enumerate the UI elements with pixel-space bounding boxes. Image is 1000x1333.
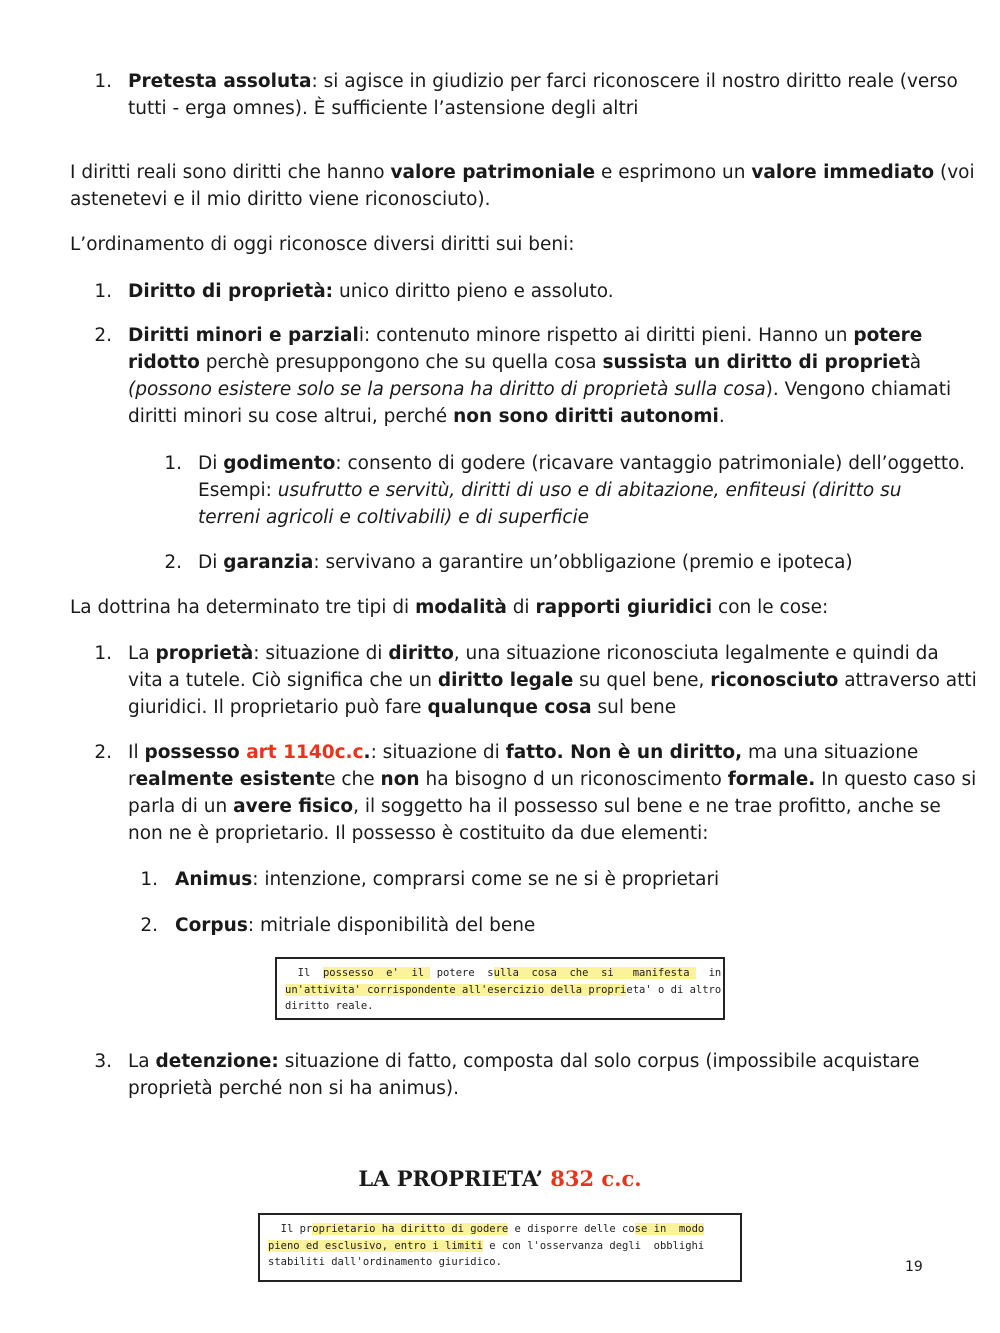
list-item-detenzione-line2: proprietà perché non si ha animus). (128, 1078, 460, 1099)
paragraph-diritti-reali-line2: astenetevi e il mio diritto viene riconosciuto). (70, 189, 491, 210)
sublist-item-godimento: Di godimento: consento di godere (ricavare vantaggio patrimoniale) dell’oggetto. (198, 453, 966, 474)
sublist-item-animus: Animus: intenzione, comprarsi come se ne si è proprietari (175, 869, 720, 890)
sublist-item-garanzia: Di garanzia: servivano a garantire un’obbligazione (premio e ipoteca) (198, 552, 853, 573)
code-excerpt-possesso: Il possesso e' il potere sulla cosa che si manifesta in un'attivita' corrispondente all'esercizio della proprieta' o di altro diritto reale. (275, 957, 725, 1020)
list-item-diritto-proprieta: Diritto di proprietà: unico diritto pieno e assoluto. (128, 281, 614, 302)
list-item-proprieta-line2: vita a tutele. Ciò significa che un diritto legale su quel bene, riconosciuto attraverso atti (128, 670, 977, 691)
list-number: 3. (94, 1051, 112, 1072)
list-item-possesso-line2: realmente esistente che non ha bisogno d un riconoscimento formale. In questo caso si (128, 769, 977, 790)
list-item-possesso: Il possesso art 1140c.c.: situazione di fatto. Non è un diritto, ma una situazione (128, 742, 919, 763)
list-number: 1. (94, 71, 112, 92)
list-item-proprieta: La proprietà: situazione di diritto, una situazione riconosciuta legalmente e quindi da (128, 643, 939, 664)
article-reference: art 1140c.c (246, 742, 364, 763)
list-item-possesso-line4: non ne è proprietario. Il possesso è costituito da due elementi: (128, 823, 709, 844)
sublist-item-corpus: Corpus: mitriale disponibilità del bene (175, 915, 536, 936)
list-number: 1. (140, 869, 158, 890)
list-item-proprieta-line3: giuridici. Il proprietario può fare qualunque cosa sul bene (128, 697, 677, 718)
list-item-detenzione: La detenzione: situazione di fatto, composta dal solo corpus (impossibile acquistare (128, 1051, 920, 1072)
list-item-possesso-line3: parla di un avere fisico, il soggetto ha il possesso sul bene e ne trae profitto, anche se (128, 796, 941, 817)
list-item-diritti-minori-line4: diritti minori su cose altrui, perché non sono diritti autonomi. (128, 406, 725, 427)
list-item-pretesta-line2: tutti - erga omnes). È sufficiente l’astensione degli altri (128, 98, 639, 119)
list-number: 2. (140, 915, 158, 936)
list-item-diritti-minori-line3: (possono esistere solo se la persona ha diritto di proprietà sulla cosa). Vengono chiamati (128, 379, 952, 400)
paragraph-dottrina: La dottrina ha determinato tre tipi di modalità di rapporti giuridici con le cose: (70, 597, 829, 618)
list-item-diritti-minori-line2: ridotto perchè presuppongono che su quella cosa sussista un diritto di proprietà (128, 352, 922, 373)
list-number: 1. (94, 643, 112, 664)
sublist-item-godimento-line2: Esempi: usufrutto e servitù, diritti di uso e di abitazione, enfiteusi (diritto su (198, 480, 902, 501)
list-number: 1. (164, 453, 182, 474)
sublist-item-godimento-line3: terreni agricoli e coltivabili) e di superficie (198, 507, 590, 528)
paragraph-diritti-reali: I diritti reali sono diritti che hanno valore patrimoniale e esprimono un valore immediato (voi (70, 162, 975, 183)
section-heading: LA PROPRIETA’ 832 c.c. (358, 1166, 642, 1191)
paragraph-ordinamento: L’ordinamento di oggi riconosce diversi diritti sui beni: (70, 234, 575, 255)
list-item-diritti-minori: Diritti minori e parziali: contenuto minore rispetto ai diritti pieni. Hanno un potere (128, 325, 923, 346)
list-number: 2. (94, 325, 112, 346)
list-item-pretesta: Pretesta assoluta: si agisce in giudizio per farci riconoscere il nostro diritto reale (verso (128, 71, 958, 92)
page-number: 19 (905, 1259, 923, 1275)
list-number: 1. (94, 281, 112, 302)
list-number: 2. (94, 742, 112, 763)
list-number: 2. (164, 552, 182, 573)
code-excerpt-proprieta: Il proprietario ha diritto di godere e disporre delle cose in modo pieno ed esclusivo, entro i limiti e con l'osservanza degli obblighi stabiliti dall'ordinamento giuridico. (258, 1213, 742, 1282)
